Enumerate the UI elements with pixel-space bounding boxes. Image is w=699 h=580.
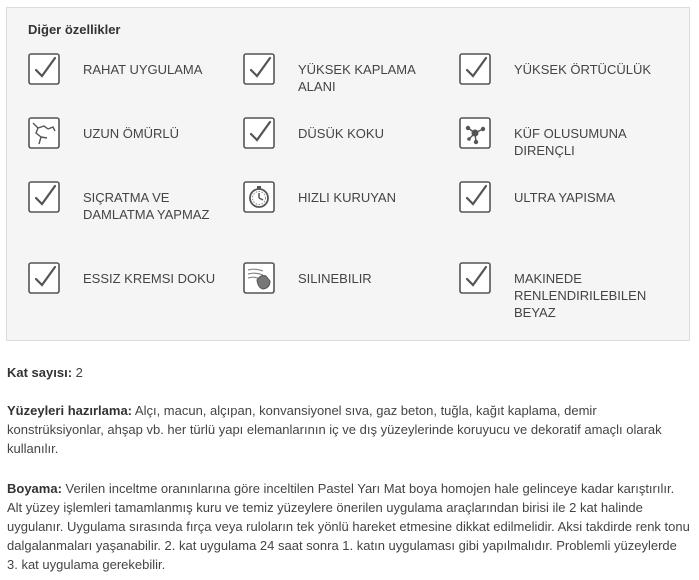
- checkbox-check-icon: [243, 53, 275, 85]
- painting-label: Boyama:: [7, 481, 62, 496]
- wipe-hand-icon: [243, 262, 275, 294]
- checkbox-check-icon: [28, 262, 60, 294]
- checkbox-check-icon: [459, 181, 491, 213]
- painting-text: Verilen inceltme oranınlarına göre inceltilen Pastel Yarı Mat boya homojen hale gelinceye kadar karıştırılır. Alt yüzey işlemleri tamamlanmış kuru ve temiz yüzeylere önerilen uygulama araçlarından birisi ile 2 kat halinde uygulanır. Uygulama sırasında fırça veya ruloların tek yönlü hareket etmesine dikkat edilmelidir. Aksi takdirde renk tonu dalgalanmaları yaşanabilir. 2. kat uygulama 24 saat sonra 1. katın uygulaması gibi yapılmalıdır. Problemli yüzeylerde 3. kat uygulama gerekebilir.: [7, 481, 690, 572]
- feature-label: HIZLI KURUYAN: [298, 190, 396, 205]
- feature-label: UZUN ÖMÜRLÜ: [83, 126, 180, 141]
- molecule-icon: [459, 117, 491, 149]
- feature-label: KÜF OLUSUMUNA DIRENÇLI: [514, 126, 626, 158]
- feature-label: SIÇRATMA VE DAMLATMA YAPMAZ: [83, 190, 210, 222]
- feature-label: ULTRA YAPISMA: [514, 190, 616, 205]
- checkbox-check-icon: [243, 117, 275, 149]
- surface-text: Alçı, macun, alçıpan, konvansiyonel sıva, gaz beton, tuğla, kağıt kaplama, demir konstrüksiyonlar, ahşap vb. her türlü yapı elemanlarının iç ve dış yüzeylerinde koruyucu ve dekoratif amaçlı olarak kullanılır.: [7, 403, 662, 456]
- checkbox-check-icon: [459, 262, 491, 294]
- checkbox-check-icon: [459, 53, 491, 85]
- features-panel: [6, 7, 690, 341]
- feature-label: SILINEBILIR: [298, 271, 372, 286]
- painting-paragraph: [7, 479, 691, 574]
- surface-paragraph: [7, 401, 691, 458]
- surface-label: Yüzeyleri hazırlama:: [7, 403, 132, 418]
- cracked-wall-icon: [28, 117, 60, 149]
- feature-label: YÜKSEK KAPLAMA ALANI: [298, 62, 416, 94]
- feature-label: YÜKSEK ÖRTÜCÜLÜK: [514, 62, 652, 77]
- features-title: Diğer özellikler: [28, 22, 121, 37]
- feature-label: MAKINEDE RENLENDIRILEBILEN BEYAZ: [514, 271, 647, 320]
- stopwatch-icon: [243, 181, 275, 213]
- checkbox-check-icon: [28, 181, 60, 213]
- coats-paragraph: [7, 363, 691, 382]
- coats-label: Kat sayısı:: [7, 365, 73, 380]
- feature-label: DÜSÜK KOKU: [298, 126, 384, 141]
- feature-label: RAHAT UYGULAMA: [83, 62, 203, 77]
- checkbox-check-icon: [28, 53, 60, 85]
- feature-label: ESSIZ KREMSI DOKU: [83, 271, 216, 286]
- coats-value: 2: [72, 365, 83, 380]
